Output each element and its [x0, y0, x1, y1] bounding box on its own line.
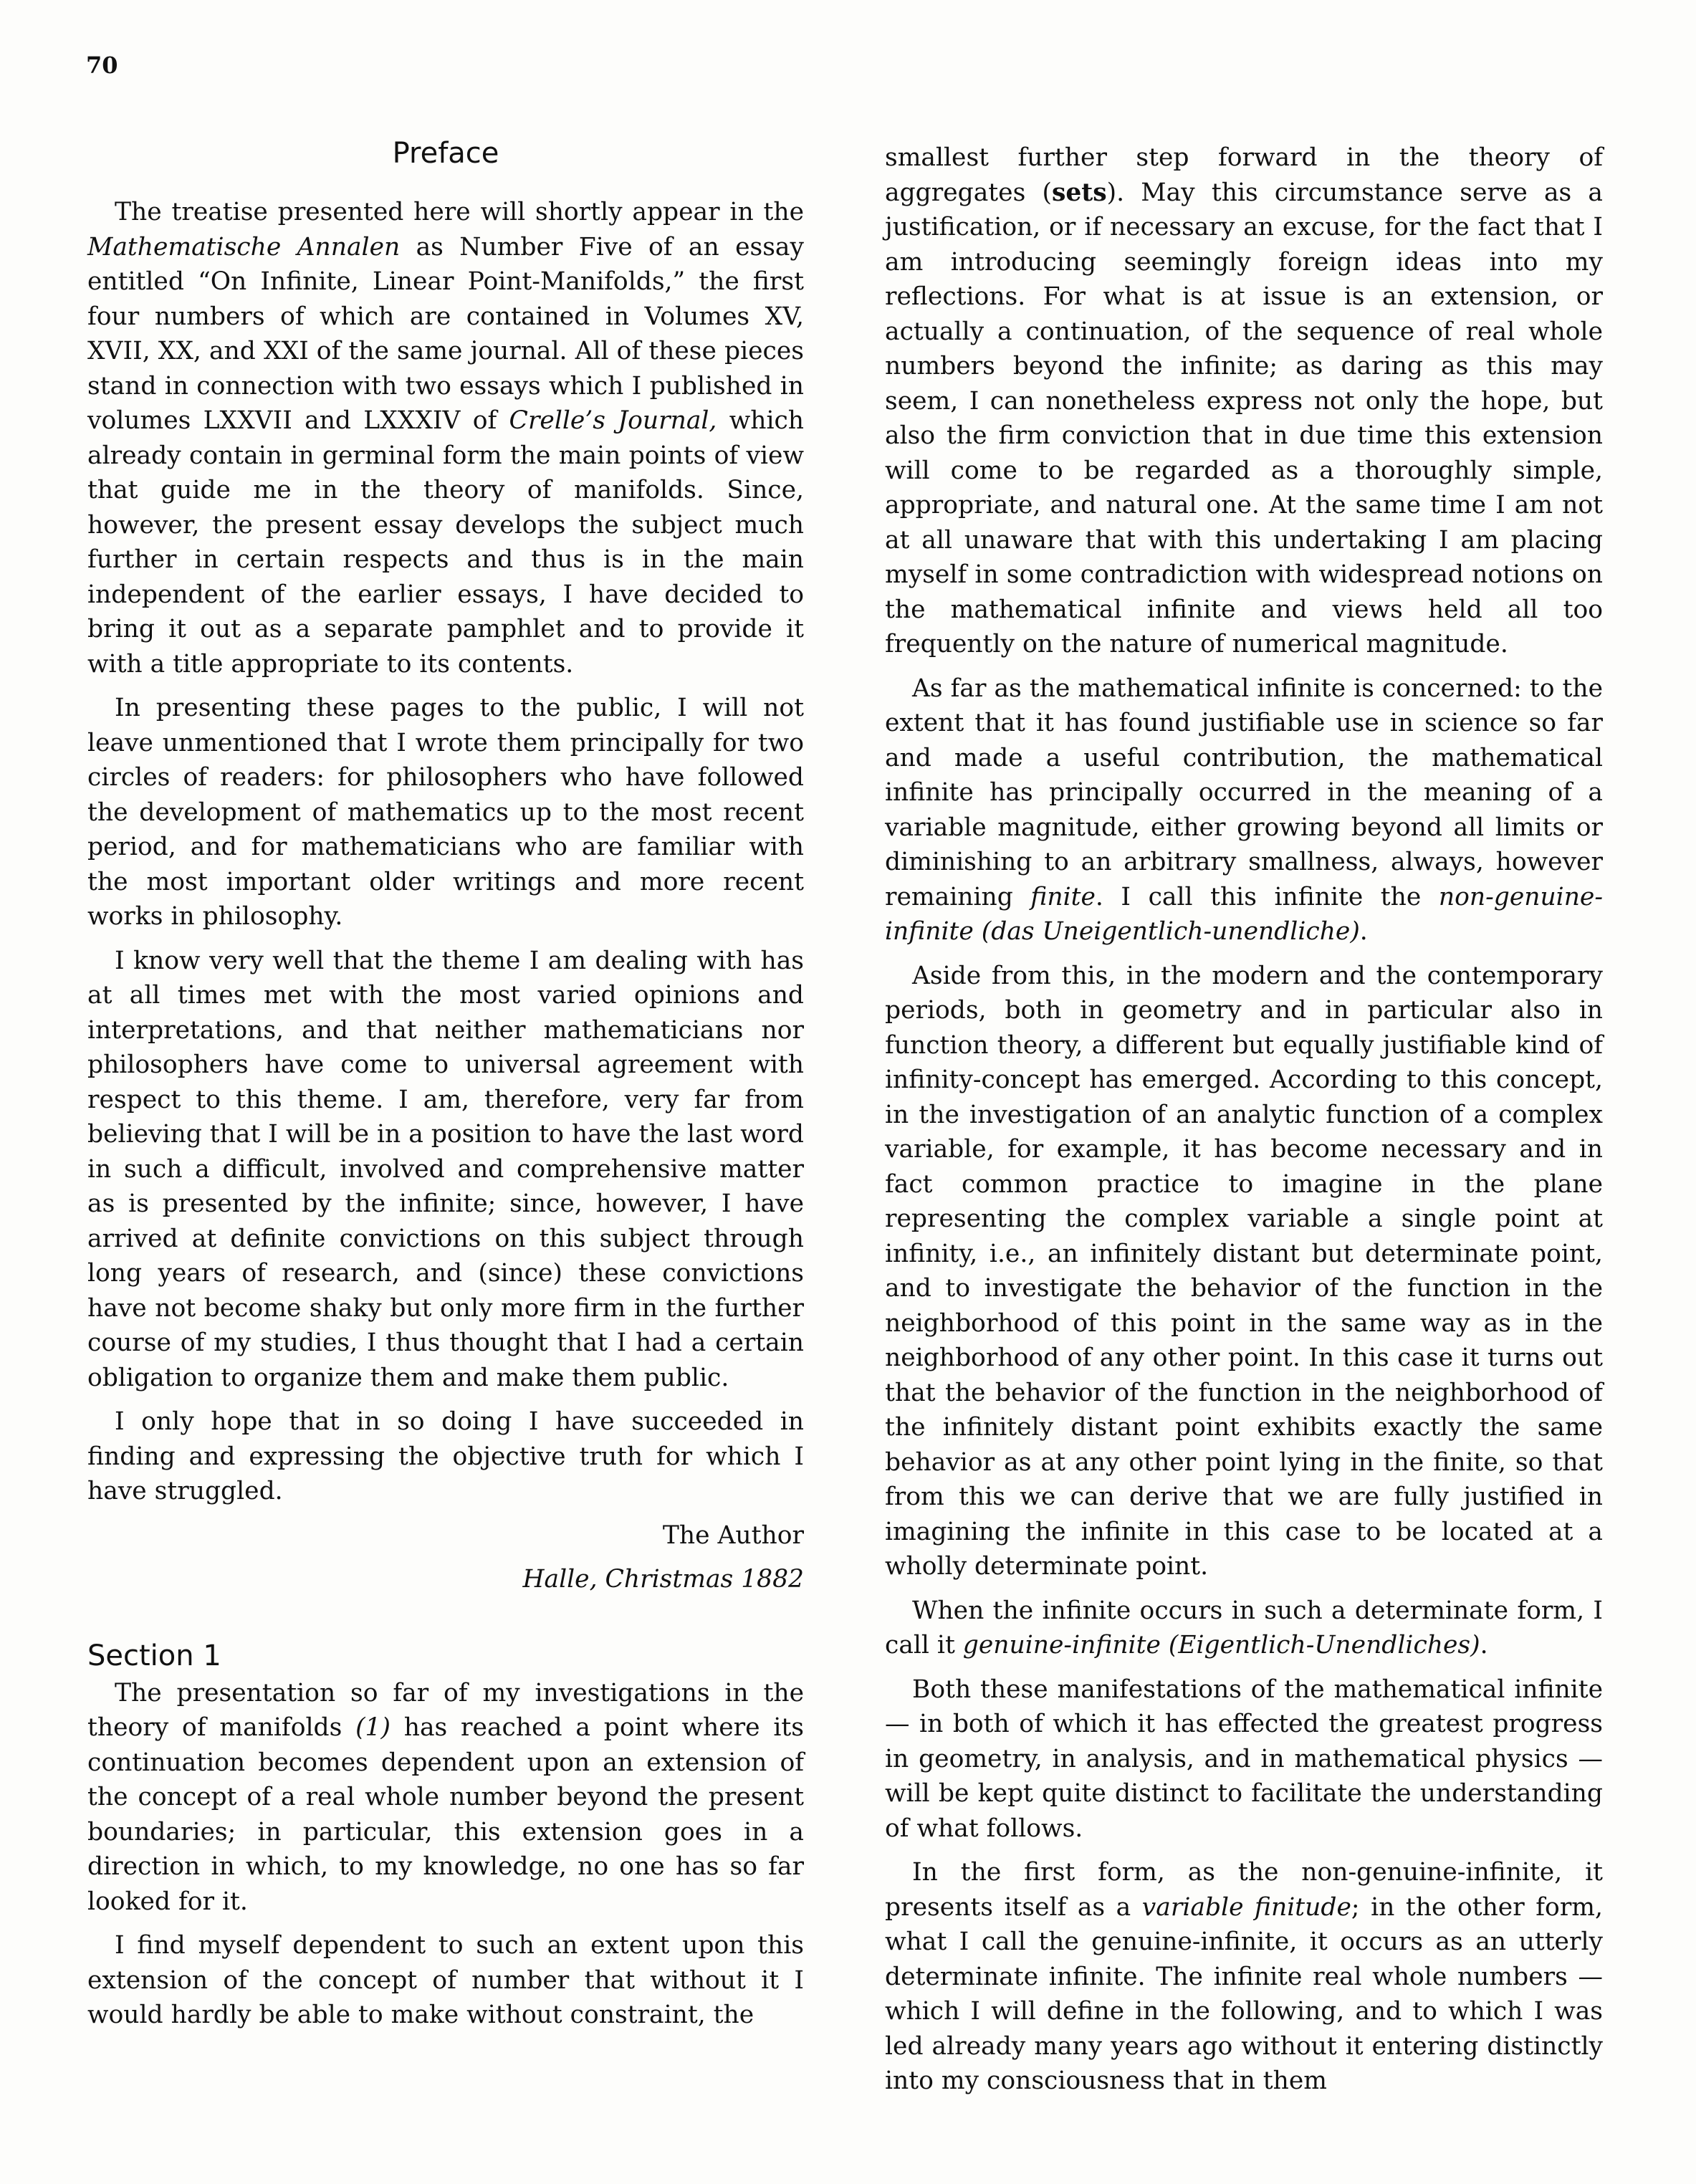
bold-term: sets [1051, 178, 1107, 207]
paragraph-genuine-infinite: When the infinite occurs in such a determinate form, I call it genuine-infinite (Eigentlich-Unendliches). [885, 1596, 1603, 1659]
preface-paragraph-2: In presenting these pages to the public, I will not leave unmentioned that I wrote them principally for two circles of readers: for philosophers who have followed the development of mathematics up to the most recent period, and for mathematicians who are familiar with the most important older writings and more recent works in philosophy. [87, 694, 804, 931]
section-paragraph-1: The presentation so far of my investigations in the theory of manifolds (1) has reached a point where its continuation becomes dependent upon an extension of the concept of a real whole number beyond the present boundaries; in particular, this extension goes in a direction in which, to my knowledge, no one has so far looked for it. [87, 1678, 804, 1916]
preface-paragraph-1: The treatise presented here will shortly appear in the Mathematische Annalen as Number Five of an essay entitled “On Infinite, Linear Point-Manifolds,” the first four numbers of which are contained in Volumes XV, XVII, XX, and XXI of the same journal. All of these pieces stand in connection with two essays which I published in volumes LXXVII and LXXXIV of Crelle’s Journal, which already contain in germinal form the main points of view that guide me in the theory of manifolds. Since, however, the present essay develops the subject much further in certain respects and thus is in the main independent of the earlier essays, I have decided to bring it out as a separate pamphlet and to provide it with a title appropriate to its contents. [87, 198, 805, 679]
preface-place-date: Halle, Christmas 1882 [522, 1565, 804, 1594]
footnote-reference: (1) [355, 1713, 391, 1742]
italic-term: genuine-infinite (Eigentlich-Unendliches) [962, 1631, 1480, 1659]
continued-paragraph: smallest further step forward in the theory of aggregates (sets). May this circumstance serve as a justification, or if necessary an excuse, for the fact that I am introducing seemingly foreign ideas into my reflections. For what is at issue is an extension, or actually a continuation, of the sequence of real whole numbers beyond the infinite; as daring as this may seem, I can nonetheless express not only the hope, but also the firm conviction that in due time this extension will come to be regarded as a thoroughly simple, appropriate, and natural one. At the same time I am not at all unaware that with this undertaking I am placing myself in some contradiction with widespread notions on the mathematical infinite and views held all too frequently on the nature of numerical magnitude. [885, 143, 1603, 658]
left-column [87, 136, 804, 2042]
paragraph-mathematical-infinite: As far as the mathematical infinite is concerned: to the extent that it has found justifiable use in science so far and made a useful contribution, the mathematical infinite has principally occurred in the meaning of a variable magnitude, either growing beyond all limits or diminishing to an arbitrary smallness, always, however remaining finite. I call this infinite the non-genuine-infinite (das Uneigentlich-unendliche). [885, 674, 1604, 946]
section-title: Section 1 [87, 1639, 221, 1672]
page-number: 70 [86, 52, 118, 79]
italic-term: variable finitude [1141, 1892, 1351, 1922]
italic-term: finite [1030, 882, 1096, 911]
section-paragraph-2: I find myself dependent to such an extent upon this extension of the concept of number that without it I would hardly be able to make without constraint, the [87, 1931, 804, 2029]
journal-title: Mathematische Annalen [87, 232, 401, 262]
paragraph-manifestations: Both these manifestations of the mathematical infinite — in both of which it has effected the greatest progress in geometry, in analysis, and in mathematical physics — will be kept quite distinct to facilitate the understanding of what follows. [885, 1675, 1603, 1843]
right-column [885, 140, 1603, 2108]
preface-title: Preface [392, 137, 499, 170]
italic-term: non-genuine-infinite (das Uneigentlich-unendliche) [885, 882, 1604, 946]
paragraph-function-theory: Aside from this, in the modern and the contemporary periods, both in geometry and in particular also in function theory, a different but equally justifiable kind of infinity-concept has emerged. According to this concept, in the investigation of an analytic function of a complex variable, for example, it has become necessary and in fact common practice to imagine in the plane representing the complex variable a single point at infinity, i.e., an infinitely distant but determinate point, and to investigate the behavior of the function in the neighborhood of this point in the same way as in the neighborhood of any other point. In this case it turns out that the behavior of the function in the neighborhood of the infinitely distant point exhibits exactly the same behavior as at any other point lying in the finite, so that from this we can derive that we are fully justified in imagining the infinite in this case to be located at a wholly determinate point. [885, 961, 1603, 1581]
preface-paragraph-3: I know very well that the theme I am dealing with has at all times met with the most varied opinions and interpretations, and that neither mathematicians nor philosophers have come to universal agreement with respect to this theme. I am, therefore, very far from believing that I will be in a position to have the last word in such a difficult, involved and comprehensive matter as is presented by the infinite; since, however, I have arrived at definite convictions on this subject through long years of research, and (since) these convictions have not become shaky but only more firm in the further course of my studies, I thus thought that I had a certain obligation to organize them and make them public. [87, 946, 804, 1392]
paragraph-first-form: In the first form, as the non-genuine-infinite, it presents itself as a variable finitude; in the other form, what I call the genuine-infinite, it occurs as an utterly determinate infinite. The infinite real whole numbers — which I will define in the following, and to which I was led already many years ago without it entering distinctly into my consciousness that in them [885, 1858, 1603, 2095]
preface-signature: The Author [662, 1520, 804, 1550]
preface-paragraph-4: I only hope that in so doing I have succeeded in finding and expressing the objective truth for which I have struggled. [87, 1407, 804, 1505]
journal-title: Crelle’s Journal, [509, 406, 717, 435]
